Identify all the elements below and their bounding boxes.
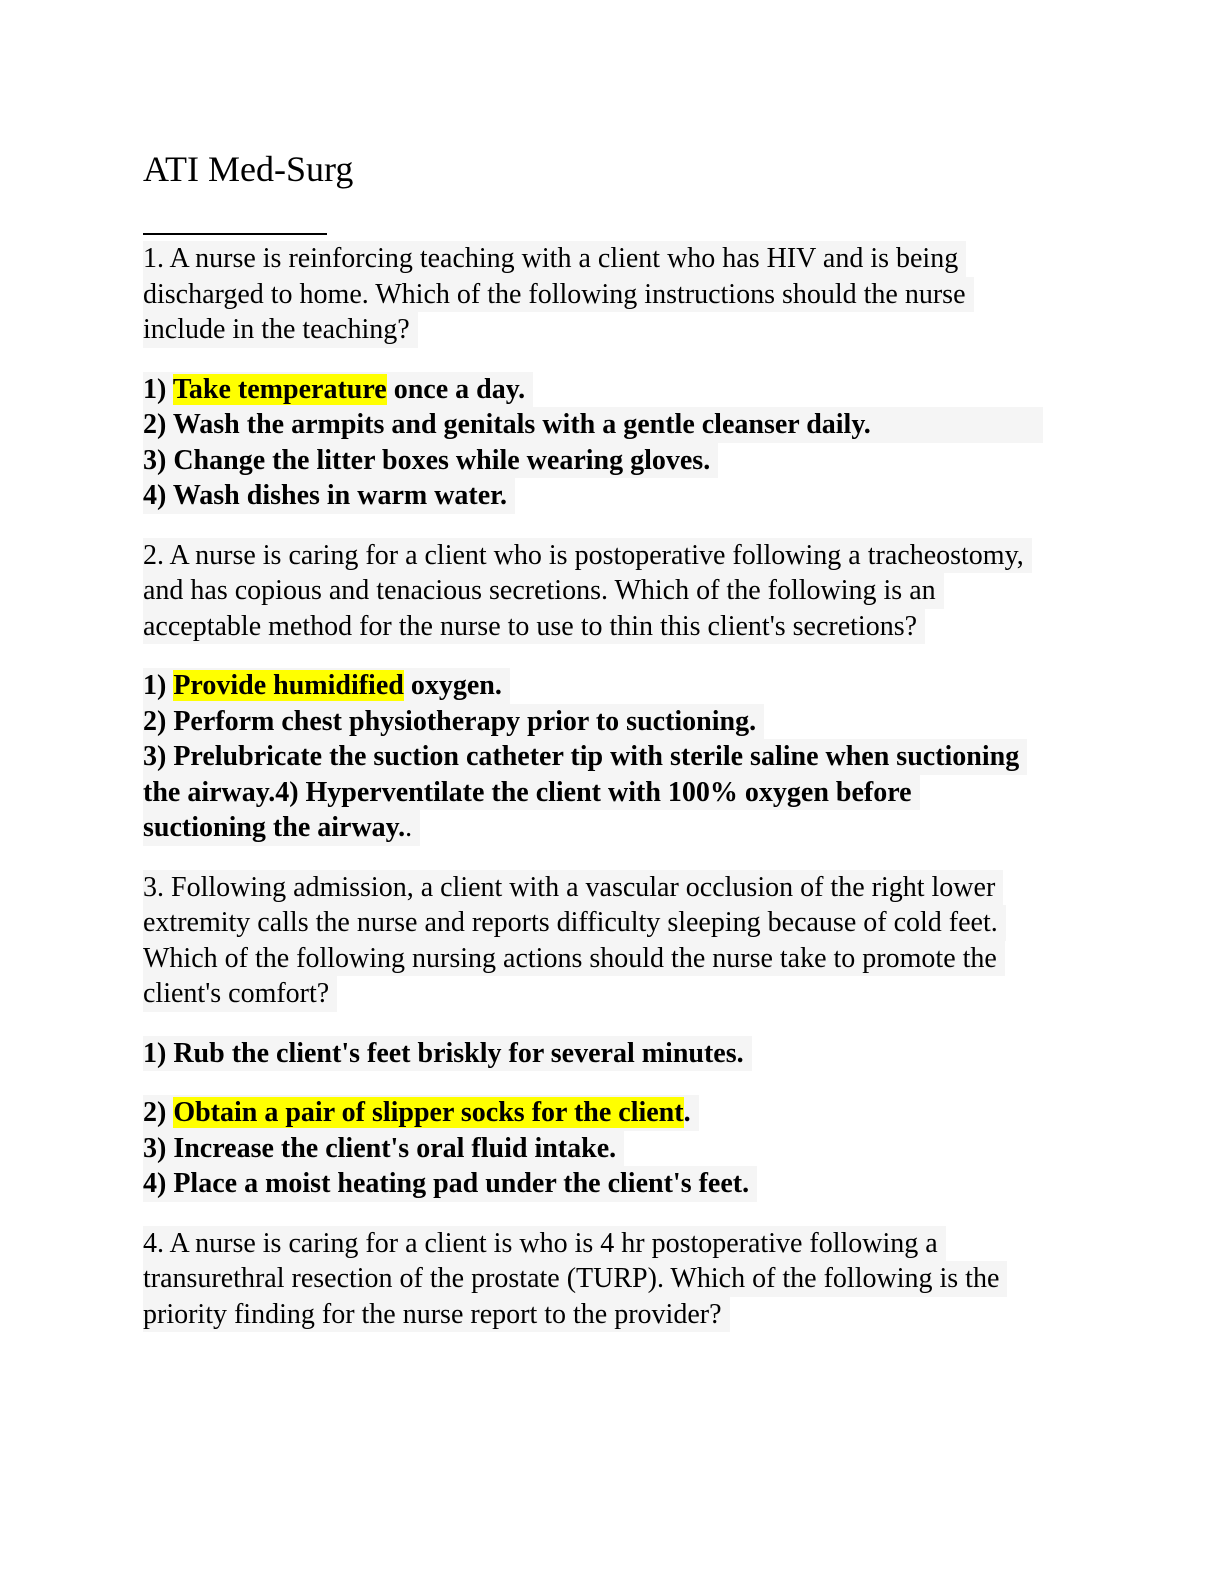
stem-line: include in the teaching? bbox=[143, 312, 418, 348]
document-page bbox=[143, 148, 1083, 1356]
stem-line: discharged to home. Which of the following instructions should the nurse bbox=[143, 277, 974, 313]
stem-line: 4. A nurse is caring for a client is who is 4 hr postoperative following a bbox=[143, 1226, 946, 1262]
option-4-continued: suctioning the airway.. bbox=[143, 810, 1083, 846]
stem-line: 1. A nurse is reinforcing teaching with a client who has HIV and is being bbox=[143, 241, 966, 277]
document-title: ATI Med-Surg bbox=[143, 149, 354, 189]
stem-line: 2. A nurse is caring for a client who is postoperative following a tracheostomy, bbox=[143, 538, 1032, 574]
question-3-options-b bbox=[143, 1095, 1083, 1202]
option-4: the airway.4) Hyperventilate the client with 100% oxygen before bbox=[143, 775, 1083, 811]
question-4-stem bbox=[143, 1226, 1083, 1333]
question-2-stem bbox=[143, 538, 1083, 645]
option-2: 2) Wash the armpits and genitals with a gentle cleanser daily. bbox=[143, 407, 1083, 443]
question-1-options bbox=[143, 372, 1083, 514]
stem-line: and has copious and tenacious secretions. Which of the following is an bbox=[143, 573, 944, 609]
option-2: 2) Obtain a pair of slipper socks for the client. bbox=[143, 1095, 1083, 1131]
question-3-stem bbox=[143, 870, 1083, 1012]
question-2-options bbox=[143, 668, 1083, 846]
answer-highlight: Obtain a pair of slipper socks for the client bbox=[173, 1097, 684, 1128]
option-3: 3) Prelubricate the suction catheter tip with sterile saline when suctioning bbox=[143, 739, 1083, 775]
answer-highlight: Provide humidified bbox=[173, 670, 404, 701]
stem-line: priority finding for the nurse report to the provider? bbox=[143, 1297, 730, 1333]
answer-highlight: Take temperature bbox=[172, 373, 387, 405]
stem-line: client's comfort? bbox=[143, 976, 337, 1012]
title-divider bbox=[143, 233, 327, 235]
option-4: 4) Place a moist heating pad under the client's feet. bbox=[143, 1166, 1083, 1202]
option-1: 1) Provide humidified oxygen. bbox=[143, 668, 1083, 704]
option-1: 1) Take temperature once a day. bbox=[143, 372, 1083, 408]
stem-line: Which of the following nursing actions should the nurse take to promote the bbox=[143, 941, 1005, 977]
stem-line: transurethral resection of the prostate (TURP). Which of the following is the bbox=[143, 1261, 1007, 1297]
stem-line: acceptable method for the nurse to use to thin this client's secretions? bbox=[143, 609, 925, 645]
question-3-options-a bbox=[143, 1036, 1083, 1072]
stem-line: extremity calls the nurse and reports difficulty sleeping because of cold feet. bbox=[143, 905, 1006, 941]
option-2: 2) Perform chest physiotherapy prior to suctioning. bbox=[143, 704, 1083, 740]
question-1-stem bbox=[143, 241, 1083, 348]
option-3: 3) Increase the client's oral fluid intake. bbox=[143, 1131, 1083, 1167]
option-4: 4) Wash dishes in warm water. bbox=[143, 478, 1083, 514]
option-3: 3) Change the litter boxes while wearing gloves. bbox=[143, 443, 1083, 479]
stem-line: 3. Following admission, a client with a vascular occlusion of the right lower bbox=[143, 870, 1003, 906]
option-1: 1) Rub the client's feet briskly for several minutes. bbox=[143, 1036, 1083, 1072]
